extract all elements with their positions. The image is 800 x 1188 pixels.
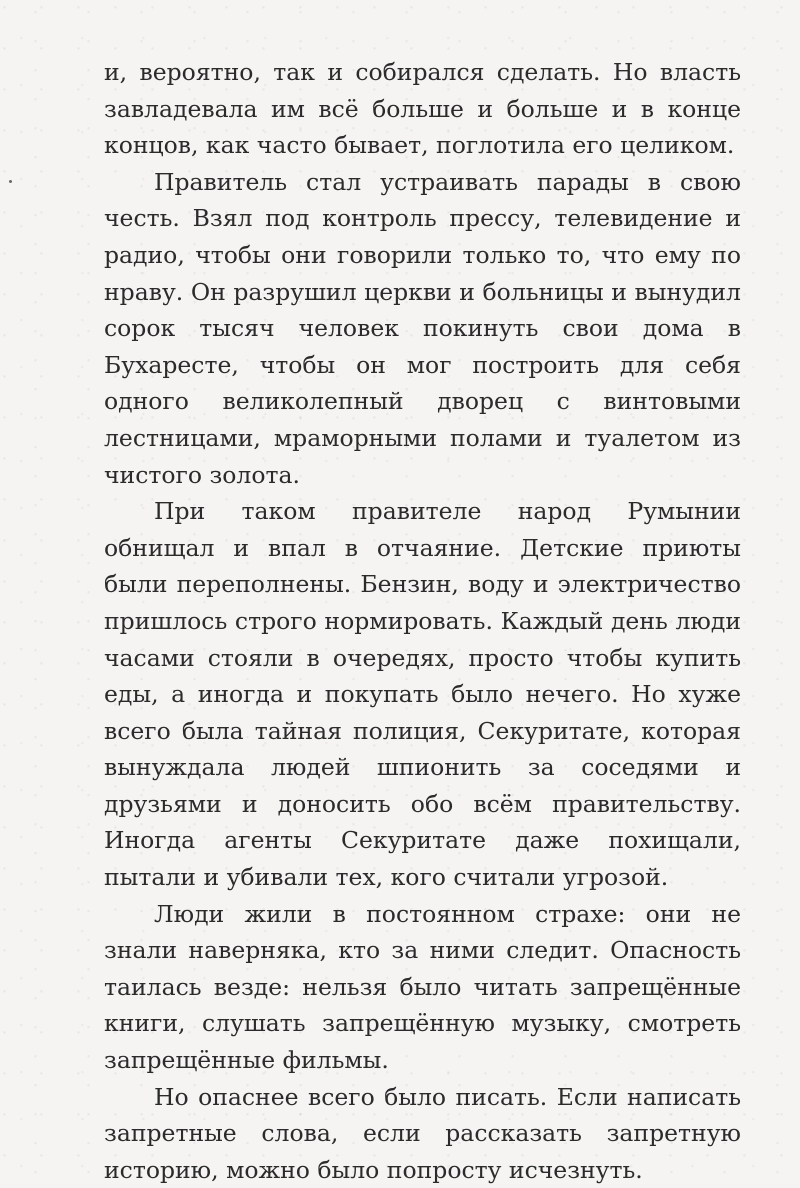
paragraph-2: Правитель стал устраивать парады в свою честь. Взял под контроль прессу, телевидение и радио, чтобы они говорили только то, что ему по нраву. Он разрушил церкви и больницы и вынудил сорок тысяч человек покинуть свои дома в Бухаресте, чтобы он мог построить для себя одного великолепный дворец с винтовыми лестницами, мраморными полами и туалетом из чистого золота. [104,167,741,489]
paragraph-3: При таком правителе народ Румынии обнищал и впал в отчаяние. Детские приюты были переполнены. Бензин, воду и электричество пришлось строго нормировать. Каждый день люди часами стояли в очередях, просто чтобы купить еды, а иногда и покупать было нечего. Но хуже всего была тайная полиция, Секуритате, которая вынуждала людей шпионить за соседями и друзьями и доносить обо всём правительству. Иногда агенты Секуритате даже похищали, пытали и убивали тех, кого считали угрозой. [104,497,741,892]
paper-speck [9,180,12,183]
paragraph-5: Но опаснее всего было писать. Если написать запретные слова, если рассказать запретную историю, можно было попросту исчезнуть. [104,1082,741,1184]
page-text [104,54,741,1188]
paragraph-4: Люди жили в постоянном страхе: они не знали наверняка, кто за ними следит. Опасность таилась везде: нельзя было читать запрещённые книги, слушать запрещённую музыку, смотреть запрещённые фильмы. [104,899,741,1075]
paragraph-1: и, вероятно, так и собирался сделать. Но власть завладевала им всё больше и больше и в конце концов, как часто бывает, поглотила его целиком. [104,58,741,160]
